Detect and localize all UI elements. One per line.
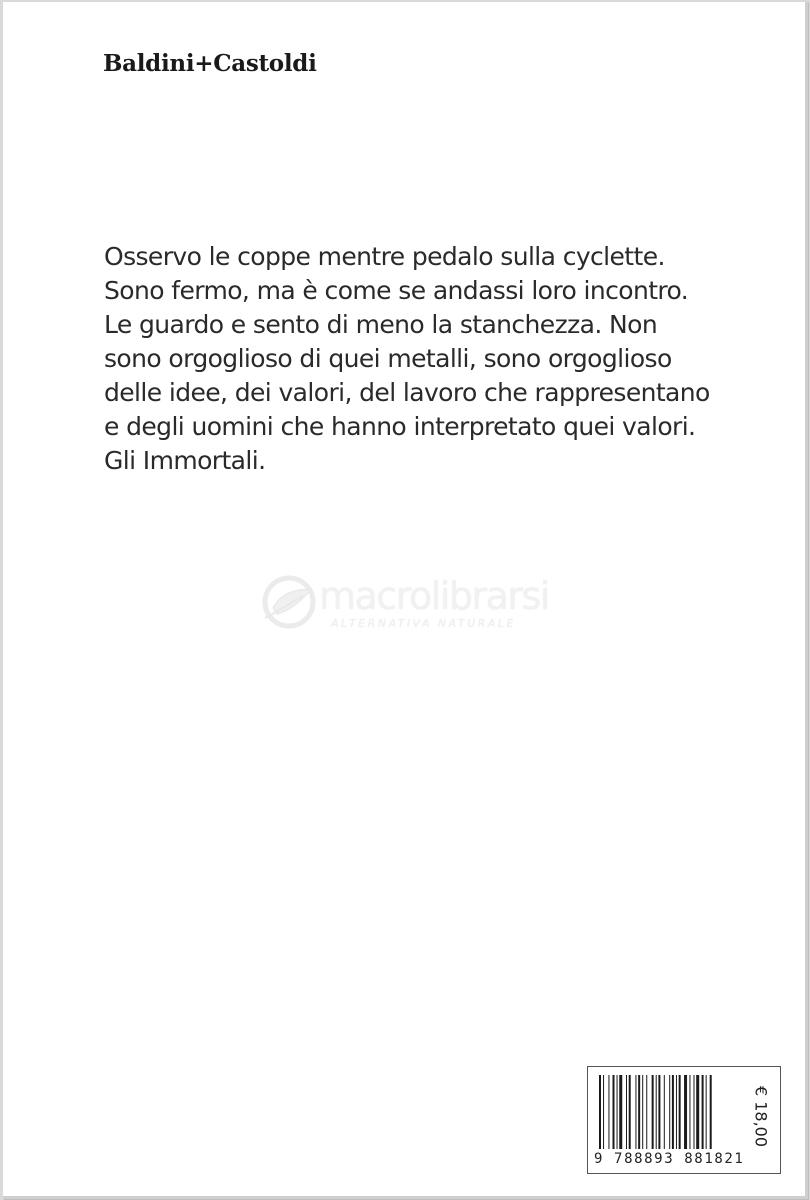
blurb-line: sono orgoglioso di quei metalli, sono orgoglioso [104,344,672,373]
publisher-logo: Baldini+Castoldi [103,50,317,77]
isbn-number: 9 788893 881821 [594,1151,745,1167]
blurb-line: Sono fermo, ma è come se andassi loro incontro. [104,276,689,305]
barcode-icon [598,1075,742,1149]
blurb-line: Le guardo e sento di meno la stanchezza. Non [104,310,658,339]
book-back-cover [3,2,808,1199]
leaf-logo-icon [259,574,321,630]
blurb-line: e degli uomini che hanno interpretato quei valori. [104,412,696,441]
blurb-line: delle idee, dei valori, del lavoro che rappresentano [104,378,710,407]
price-text: € 18,00 [751,1085,771,1148]
blurb-text [104,240,794,478]
watermark-brand-name: macrolibrarsi [319,574,549,618]
blurb-line: Osservo le coppe mentre pedalo sulla cyclette. [104,242,665,271]
barcode-label [587,1066,781,1174]
blurb-line: Gli Immortali. [104,446,266,475]
price-tag [746,1075,776,1165]
watermark-tagline: ALTERNATIVA NATURALE [331,617,516,630]
watermark [259,570,569,640]
